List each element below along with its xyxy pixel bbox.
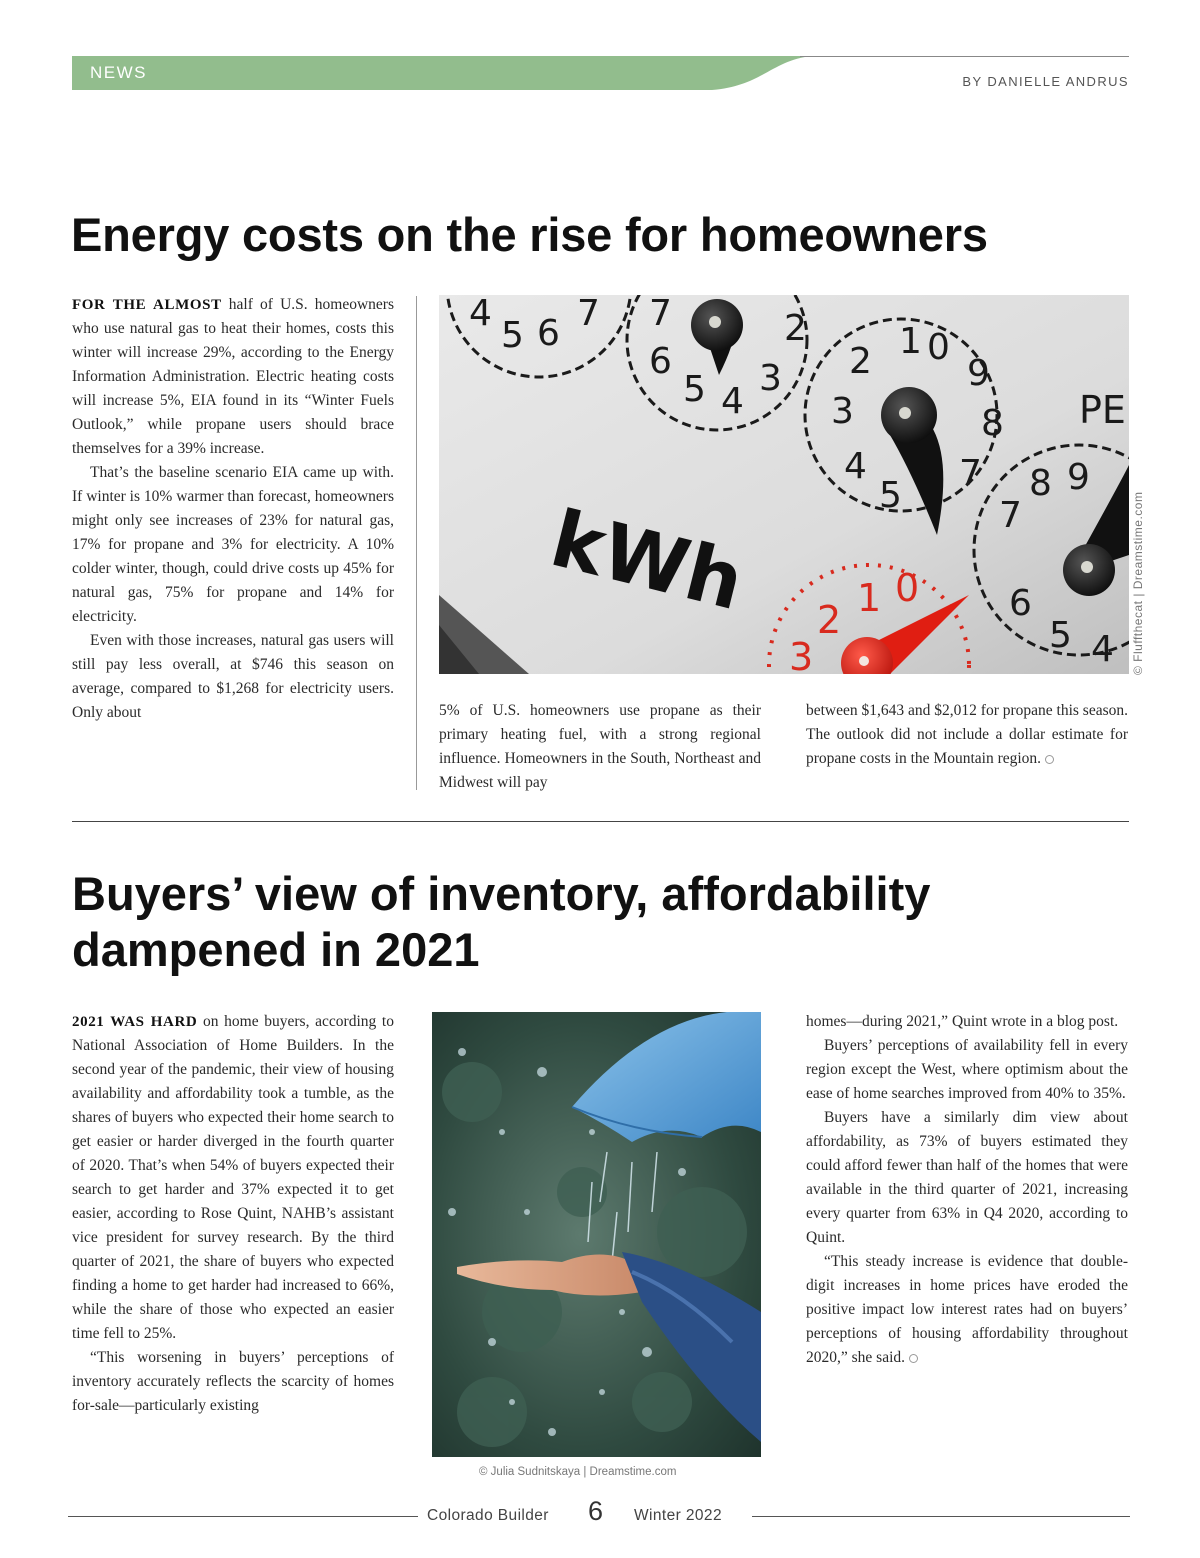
svg-text:7: 7 [999,495,1022,536]
article-2-photo-credit: © Julia Sudnitskaya | Dreamstime.com [479,1466,677,1478]
footer-publication: Colorado Builder [427,1507,549,1524]
article-1-column-1 [72,293,394,725]
svg-text:0: 0 [927,327,950,368]
article-1-column-2 [439,699,761,795]
svg-text:5: 5 [879,475,902,516]
article-1-column-3 [806,699,1128,771]
svg-text:1: 1 [857,576,882,620]
svg-text:7: 7 [959,453,982,494]
end-mark-icon [909,1354,918,1363]
column-divider [416,296,417,790]
svg-text:5: 5 [683,369,706,410]
article-2-paragraph-1 [72,1010,394,1346]
article-1-lead-in: FOR THE ALMOST [72,297,222,313]
svg-text:7: 7 [649,295,672,334]
article-2-column-3 [806,1010,1128,1370]
rain-umbrella-photo [432,1012,761,1457]
article-divider [72,821,1129,822]
article-1-paragraph-1 [72,293,394,461]
svg-text:8: 8 [1029,463,1052,504]
footer-rule-left [68,1516,418,1517]
article-1-paragraph-2: That’s the baseline scenario EIA came up with. If winter is 10% warmer than forecast, homeowners might only see increases of 23% for natural gas, 17% for propane and 3% for electricity. A 10% colder winter, though, could drive costs up 45% for natural gas, 75% for propane and 14% for electricity. [72,464,394,625]
end-mark-icon [1045,755,1054,764]
article-2-column-1 [72,1010,394,1418]
byline: BY DANIELLE ANDRUS [962,74,1129,89]
svg-text:4: 4 [1091,629,1114,670]
svg-text:4: 4 [844,446,867,487]
svg-text:9: 9 [1067,457,1090,498]
article-2-title: Buyers’ view of inventory, affordability dampened in 2021 [72,867,931,976]
svg-text:3: 3 [831,391,854,432]
header-rule [800,56,1129,57]
svg-text:6: 6 [537,313,560,354]
svg-text:7: 7 [577,295,600,334]
article-2-column-3-paragraph-4 [806,1250,1128,1370]
article-1-photo-credit: © Fluffthecat | Dreamstime.com [1131,491,1145,675]
svg-text:6: 6 [649,341,672,382]
article-1-title: Energy costs on the rise for homeowners [71,208,988,261]
footer-page-number: 6 [588,1496,604,1526]
svg-text:5: 5 [1049,615,1072,656]
article-1-paragraph-1-text: half of U.S. homeowners who use natural gas to heat their homes, costs this winter will increase 29%, according to the Energy Information Administration. Electric heating costs will increase 5%, EIA found in its “Winter Fuels Outlook,” while propane users should brace themselves for a 39% increase. [72,296,394,457]
article-2-closing-text: “This steady increase is evidence that double-digit increases in home prices have eroded the positive impact low interest rates had on buyers’ perceptions of housing affordability throughout 2020,” she said. [806,1253,1128,1366]
svg-text:3: 3 [789,635,814,674]
article-2-paragraph-1-text: on home buyers, according to National Association of Home Builders. In the second year of the pandemic, their view of housing availability and affordability took a tumble, as the shares of buyers who expected their home search to get easier or harder diverged in the fourth quarter of 2020. That’s when 54% of buyers expected their search to get harder and 37% expected it to get easier, according to Rose Quint, NAHB’s assistant vice president for survey research. By the third quarter of 2021, the share of buyers who expected finding a home to get harder had increased to 66%, while the share of those who expected an easier time fell to 25%. [72,1013,394,1342]
svg-text:4: 4 [469,295,492,334]
section-label: NEWS [90,63,147,82]
footer-issue: Winter 2022 [634,1507,722,1524]
svg-text:4: 4 [721,381,744,422]
footer-rule-right [752,1516,1130,1517]
electric-meter-photo [439,295,1129,674]
article-1-column-3-paragraph [806,699,1128,771]
section-banner [72,56,812,90]
svg-text:6: 6 [1009,583,1032,624]
article-1-column-3-text: between $1,643 and $2,012 for propane this season. The outlook did not include a dollar estimate for propane costs in the Mountain region. [806,702,1128,767]
svg-text:2: 2 [784,308,807,349]
svg-text:9: 9 [967,353,990,394]
article-2-column-3-paragraph-2: Buyers’ perceptions of availability fell in every region except the West, where optimism about the ease of home searches improved from 40% to 35%. [806,1037,1128,1102]
article-1-paragraph-3: Even with those increases, natural gas users will still pay less overall, at $746 this season on average, compared to $1,268 for electricity users. Only about [72,632,394,721]
article-2-column-3-paragraph-3: Buyers have a similarly dim view about affordability, as 73% of buyers estimated they could afford fewer than half of the homes that were available in the third quarter of 2021, increasing every quarter from 63% in Q4 2020, according to Quint. [806,1109,1128,1246]
svg-text:2: 2 [817,598,842,642]
article-1-column-2-text: 5% of U.S. homeowners use propane as their primary heating fuel, with a strong regional influence. Homeowners in the South, Northeast and Midwest will pay [439,702,761,791]
svg-text:PE: PE [1079,388,1126,432]
article-2-column-3-paragraph-1: homes—during 2021,” Quint wrote in a blog post. [806,1013,1119,1030]
meter-unit-label: kWh [542,494,752,629]
svg-text:2: 2 [849,341,872,382]
svg-text:0: 0 [895,566,920,610]
svg-text:8: 8 [981,403,1004,444]
article-2-lead-in: 2021 WAS HARD [72,1014,198,1030]
article-2-paragraph-2: “This worsening in buyers’ perceptions of inventory accurately reflects the scarcity of homes for-sale—particularly existing [72,1349,394,1414]
svg-text:3: 3 [759,358,782,399]
svg-text:5: 5 [501,315,524,356]
svg-text:1: 1 [899,321,922,362]
